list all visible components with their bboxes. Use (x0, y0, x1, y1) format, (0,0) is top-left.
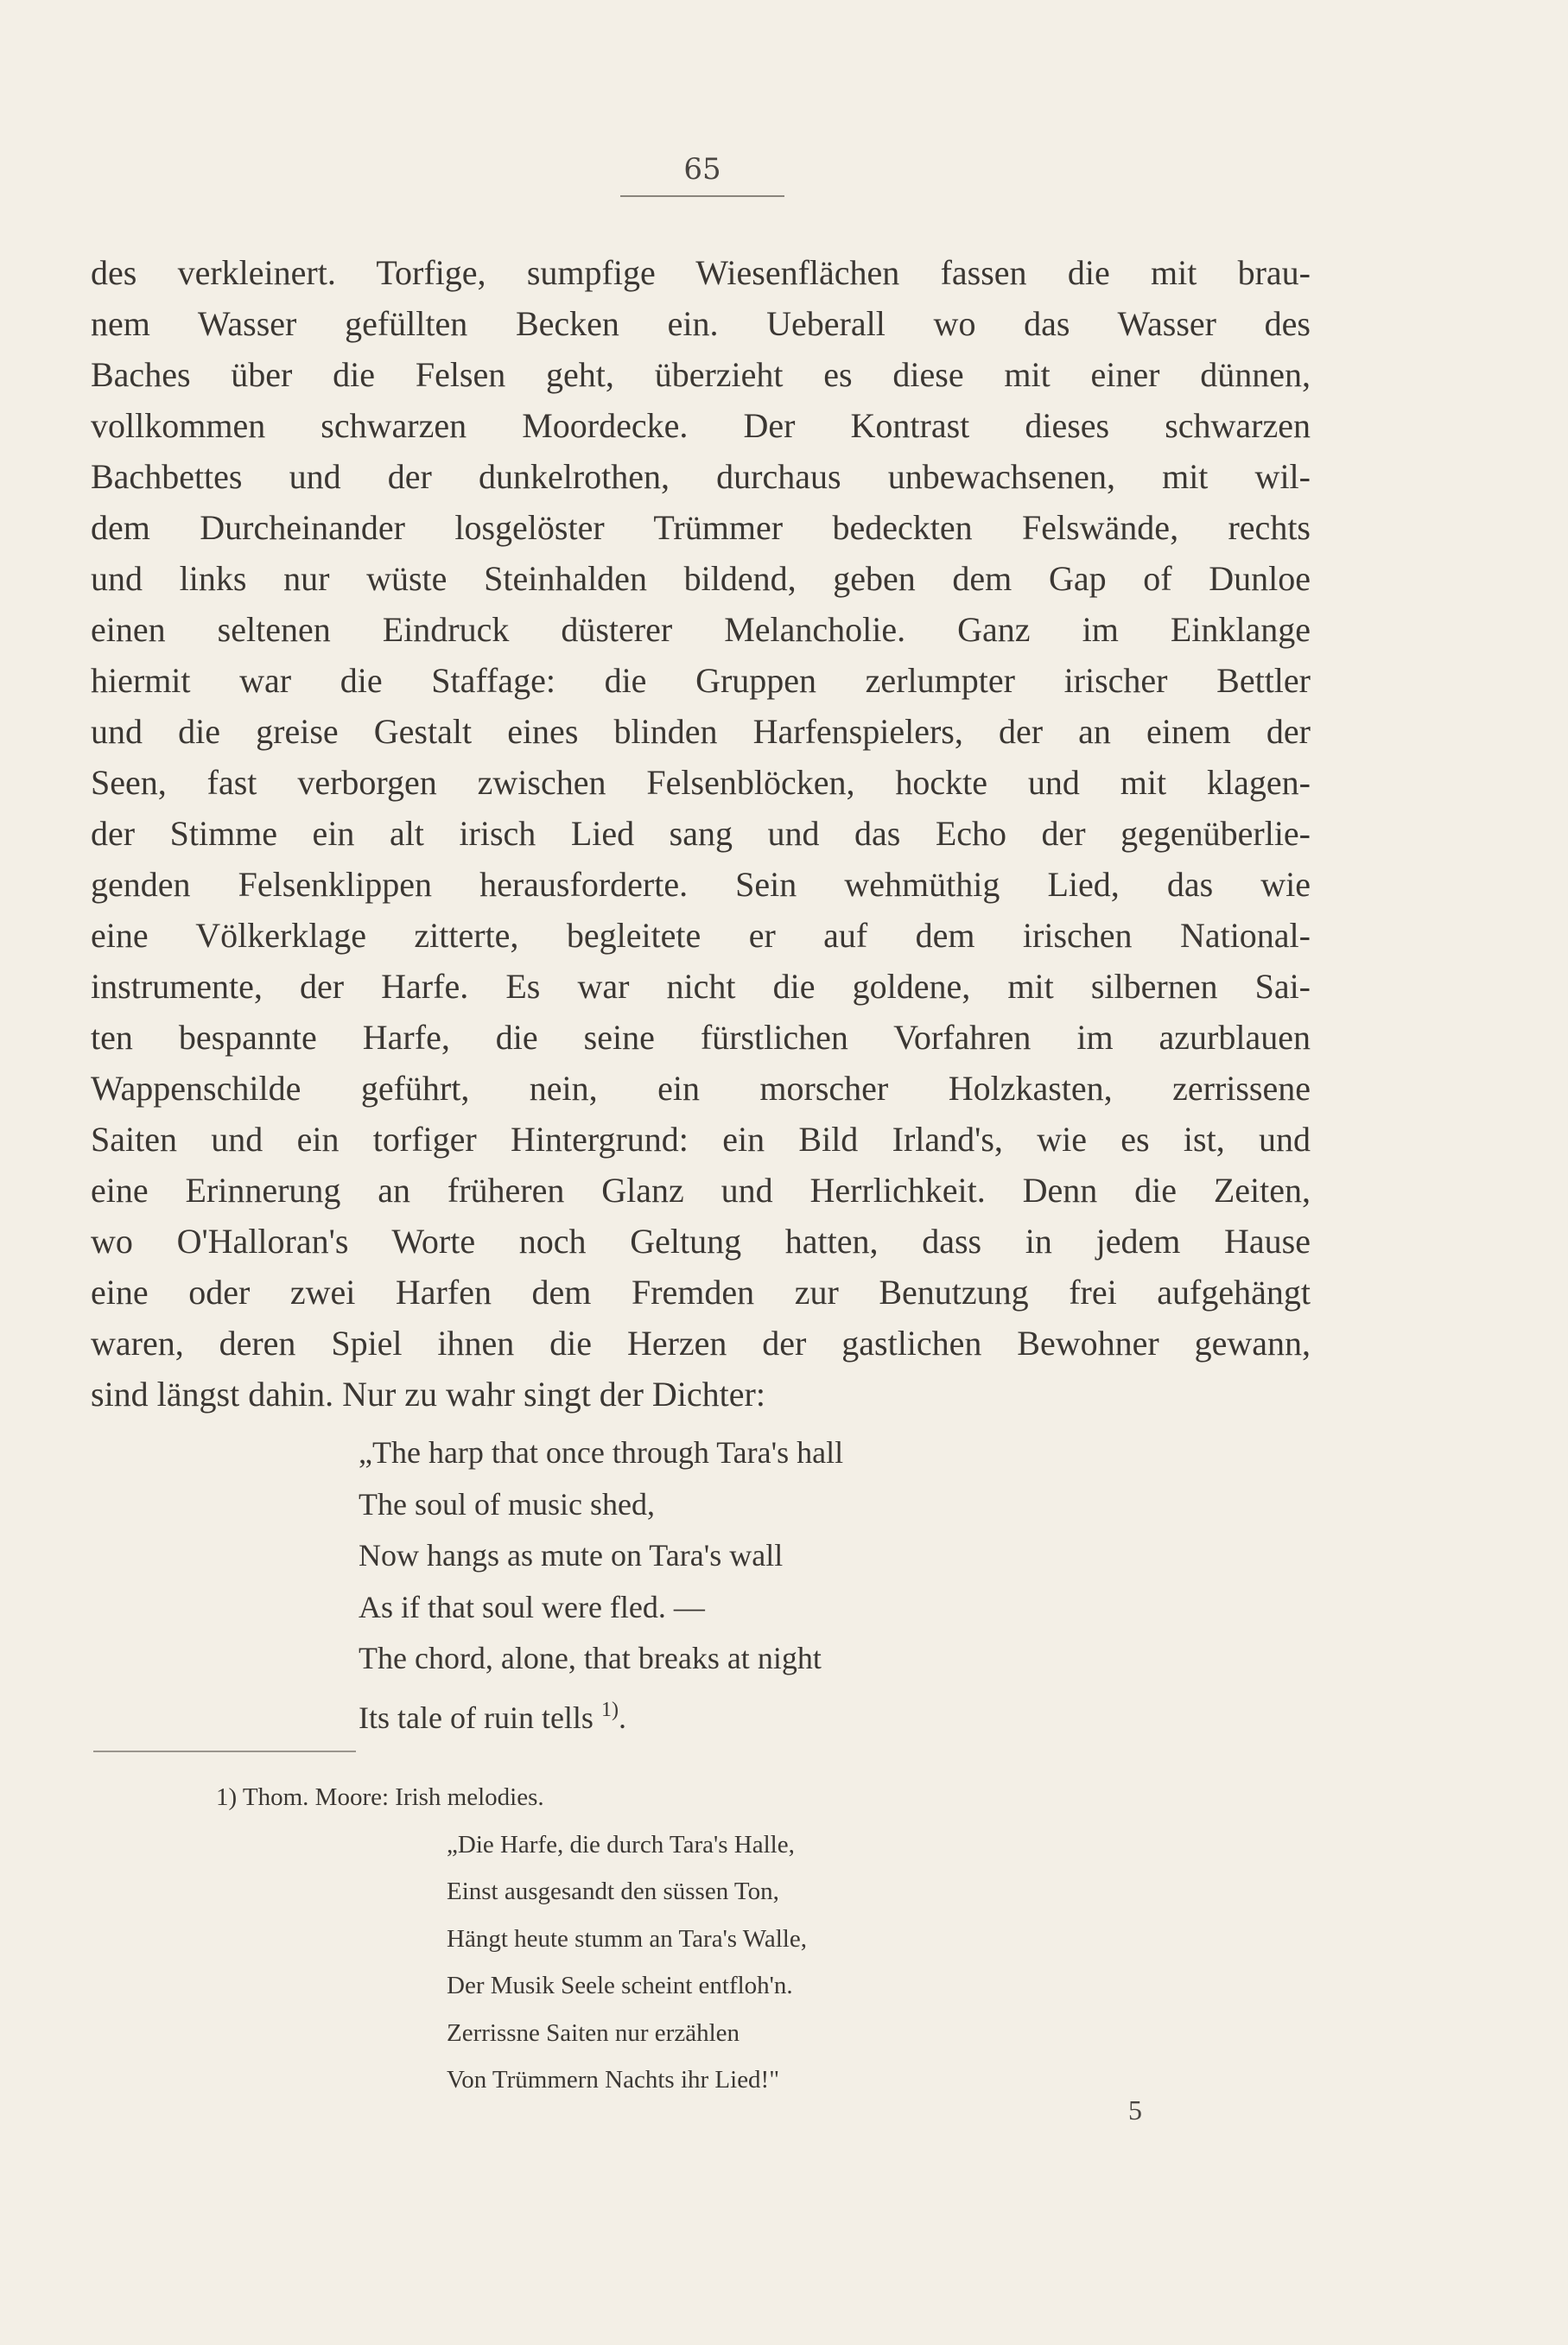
poem-line: The soul of music shed, (359, 1486, 655, 1522)
text-line: eine Völkerklage zitterte, begleitete er auf dem irischen National- (91, 916, 1311, 955)
poem-line: „The harp that once through Tara's hall (359, 1435, 844, 1470)
text-line: sind längst dahin. Nur zu wahr singt der Dichter: (91, 1375, 765, 1414)
body-paragraph (91, 247, 1311, 1420)
text-line: Saiten und ein torfiger Hintergrund: ein Bild Irland's, wie es ist, und (91, 1120, 1311, 1159)
footnote-line: Einst ausgesandt den süssen Ton, (447, 1878, 779, 1905)
text-line: genden Felsenklippen herausforderte. Sein wehmüthig Lied, das wie (91, 865, 1311, 904)
text-line: einen seltenen Eindruck düsterer Melancholie. Ganz im Einklange (91, 610, 1311, 649)
page-number: 65 (683, 152, 721, 187)
footnote-line: Hängt heute stumm an Tara's Walle, (447, 1924, 807, 1953)
text-line: und die greise Gestalt eines blinden Harfenspielers, der an einem der (91, 712, 1311, 751)
footnote (216, 1774, 807, 2104)
header-rule (620, 195, 784, 197)
text-line: eine Erinnerung an früheren Glanz und Herrlichkeit. Denn die Zeiten, (91, 1171, 1311, 1210)
footnote-marker: 1) (600, 1698, 619, 1721)
text-line: nem Wasser gefüllten Becken ein. Ueberall wo das Wasser des (91, 304, 1311, 343)
poem-quote (359, 1427, 843, 1736)
text-line: Seen, fast verborgen zwischen Felsenblöcken, hockte und mit klagen- (91, 763, 1311, 802)
text-line: vollkommen schwarzen Moordecke. Der Kontrast dieses schwarzen (91, 406, 1311, 445)
text-line: eine oder zwei Harfen dem Fremden zur Benutzung frei aufgehängt (91, 1273, 1311, 1312)
poem-line: The chord, alone, that breaks at night (359, 1641, 822, 1675)
text-line: Baches über die Felsen geht, überzieht es diese mit einer dünnen, (91, 355, 1311, 394)
text-line: und links nur wüste Steinhalden bildend, geben dem Gap of Dunloe (91, 559, 1311, 598)
poem-line-final (359, 1685, 843, 1737)
text-line: der Stimme ein alt irisch Lied sang und das Echo der gegenüberlie- (91, 814, 1311, 853)
poem-final-punct: . (618, 1700, 626, 1735)
footnote-line: „Die Harfe, die durch Tara's Halle, (447, 1830, 795, 1859)
poem-final-text: Its tale of ruin tells (359, 1700, 601, 1735)
text-line: des verkleinert. Torfige, sumpfige Wiesenflächen fassen die mit brau- (91, 253, 1311, 292)
footnote-label: 1) Thom. Moore: Irish melodies. (216, 1783, 544, 1811)
footnote-rule (93, 1751, 356, 1752)
poem-line: Now hangs as mute on Tara's wall (359, 1538, 784, 1573)
text-line: hiermit war die Staffage: die Gruppen zerlumpter irischer Bettler (91, 661, 1311, 700)
footnote-line: Der Musik Seele scheint entfloh'n. (447, 1972, 793, 1999)
text-line: wo O'Halloran's Worte noch Geltung hatten, dass in jedem Hause (91, 1222, 1311, 1261)
text-line: instrumente, der Harfe. Es war nicht die goldene, mit silbernen Sai- (91, 967, 1311, 1006)
text-line: Wappenschilde geführt, nein, ein morscher Holzkasten, zerrissene (91, 1069, 1311, 1108)
text-line: dem Durcheinander losgelöster Trümmer bedeckten Felswände, rechts (91, 508, 1311, 547)
text-line: Bachbettes und der dunkelrothen, durchaus unbewachsenen, mit wil- (91, 457, 1311, 496)
text-line: waren, deren Spiel ihnen die Herzen der gastlichen Bewohner gewann, (91, 1324, 1311, 1363)
signature-mark: 5 (1128, 2094, 1142, 2126)
text-line: ten bespannte Harfe, die seine fürstlichen Vorfahren im azurblauen (91, 1018, 1311, 1057)
poem-line: As if that soul were fled. — (359, 1589, 705, 1624)
footnote-line: Von Trümmern Nachts ihr Lied!" (447, 2066, 780, 2094)
footnote-line: Zerrissne Saiten nur erzählen (447, 2018, 740, 2047)
